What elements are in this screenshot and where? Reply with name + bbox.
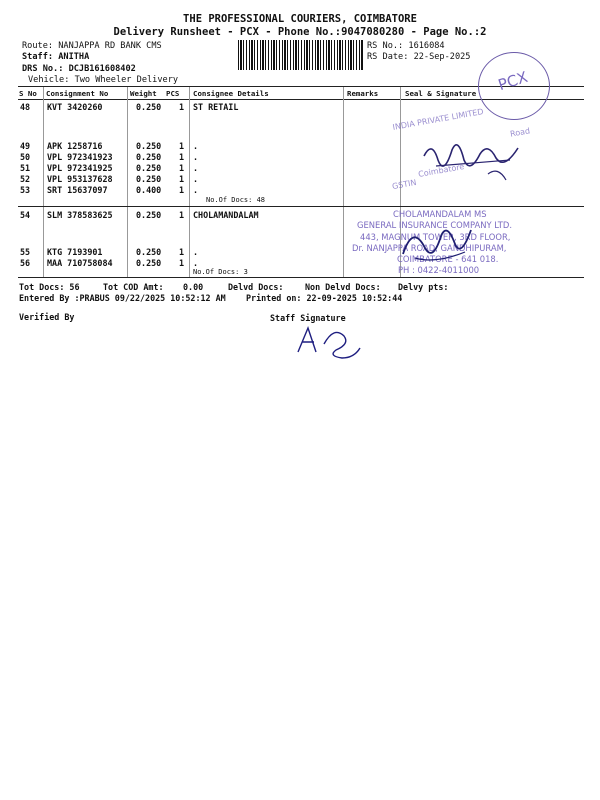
group-rule xyxy=(18,206,584,207)
row-consignee: . xyxy=(193,163,199,173)
row-pcs: 1 xyxy=(179,141,185,151)
chola-stamp-line1: CHOLAMANDALAM MS xyxy=(393,209,487,219)
row-sno: 56 xyxy=(20,258,31,268)
chola-stamp-line2: GENERAL INSURANCE COMPANY LTD. xyxy=(357,220,513,230)
row-consignment: VPL 972341925 xyxy=(47,163,113,173)
row-pcs: 1 xyxy=(179,152,185,162)
row-sno: 49 xyxy=(20,141,31,151)
row-consignment: KTG 7193901 xyxy=(47,247,103,257)
row-pcs: 1 xyxy=(179,102,185,112)
col-rule xyxy=(343,87,344,277)
row-consignee: . xyxy=(193,152,199,162)
row-consignment: KVT 3420260 xyxy=(47,102,103,112)
col-weight: Weight xyxy=(130,89,157,98)
row-pcs: 1 xyxy=(179,210,185,220)
col-consignment: Consignment No xyxy=(46,89,109,98)
col-consignee: Consignee Details xyxy=(193,89,269,98)
row-weight: 0.250 xyxy=(136,174,162,184)
row-weight: 0.400 xyxy=(136,185,162,195)
entered-by: Entered By :PRABUS 09/22/2025 10:52:12 AM xyxy=(19,293,226,303)
company-stamp-line1: INDIA PRIVATE LIMITED xyxy=(391,107,485,132)
company-stamp-line4: GSTIN xyxy=(391,177,418,192)
col-pcs: PCS xyxy=(166,89,180,98)
row-weight: 0.250 xyxy=(136,102,162,112)
delivery-signature-lower xyxy=(395,214,485,270)
row-consignee: . xyxy=(193,185,199,195)
row-weight: 0.250 xyxy=(136,141,162,151)
row-consignment: MAA 710758084 xyxy=(47,258,113,268)
row-consignment: SRT 15637097 xyxy=(47,185,108,195)
rs-date: RS Date: 22-Sep-2025 xyxy=(367,52,471,62)
row-sno: 51 xyxy=(20,163,31,173)
verified-by: Verified By xyxy=(19,312,75,322)
row-weight: 0.250 xyxy=(136,163,162,173)
row-sno: 53 xyxy=(20,185,31,195)
row-consignee: . xyxy=(193,247,199,257)
row-sno: 48 xyxy=(20,102,31,112)
row-weight: 0.250 xyxy=(136,247,162,257)
chola-stamp-line4: Dr. NANJAPPA ROAD, GANDHIPURAM, xyxy=(352,243,507,253)
total-docs: Tot Docs: 56 xyxy=(19,282,80,292)
delivered-docs: Delvd Docs: xyxy=(228,282,284,292)
row-weight: 0.250 xyxy=(136,152,162,162)
row-sno: 55 xyxy=(20,247,31,257)
total-cod-value: 0.00 xyxy=(183,282,204,292)
col-rule xyxy=(127,87,128,277)
col-sno: S No xyxy=(19,89,37,98)
row-sno: 54 xyxy=(20,210,31,220)
row-sno: 52 xyxy=(20,174,31,184)
chola-stamp-line5: COIMBATORE - 641 018. xyxy=(397,254,499,264)
document-title: THE PROFESSIONAL COURIERS, COIMBATORE xyxy=(183,13,417,25)
row-pcs: 1 xyxy=(179,185,185,195)
group-doc-count: No.Of Docs: 3 xyxy=(193,268,248,276)
non-delivered-docs: Non Delvd Docs: xyxy=(305,282,381,292)
row-consignee: CHOLAMANDALAM xyxy=(193,210,259,220)
delivery-signature-upper xyxy=(418,130,528,190)
barcode xyxy=(238,40,364,70)
col-rule xyxy=(43,87,44,277)
document-subtitle: Delivery Runsheet - PCX - Phone No.:9047080280 - Page No.:2 xyxy=(113,26,487,38)
drs-number: DRS No.: DCJB161608402 xyxy=(22,64,136,74)
vehicle-label: Vehicle: Two Wheeler Delivery xyxy=(28,75,179,85)
staff-label: Staff: ANITHA xyxy=(22,52,90,62)
rs-number: RS No.: 1616084 xyxy=(367,41,445,51)
group-doc-count: No.Of Docs: 48 xyxy=(206,196,266,204)
row-weight: 0.250 xyxy=(136,258,162,268)
route-label: Route: NANJAPPA RD BANK CMS xyxy=(22,41,162,51)
row-consignment: VPL 953137628 xyxy=(47,174,113,184)
row-consignee: . xyxy=(193,174,199,184)
printed-on: Printed on: 22-09-2025 10:52:44 xyxy=(246,293,403,303)
company-stamp-line2: Road xyxy=(509,126,531,139)
row-pcs: 1 xyxy=(179,247,185,257)
total-cod-label: Tot COD Amt: xyxy=(103,282,164,292)
row-pcs: 1 xyxy=(179,258,185,268)
row-consignment: VPL 972341923 xyxy=(47,152,113,162)
chola-stamp-line3: 443, MAGNUM TOWER, 3RD FLOOR, xyxy=(360,232,511,242)
row-consignee: . xyxy=(193,141,199,151)
delivery-points: Delvy pts: xyxy=(398,282,449,292)
row-consignment: SLM 378583625 xyxy=(47,210,113,220)
row-pcs: 1 xyxy=(179,163,185,173)
table-bottom-rule xyxy=(18,277,584,278)
pcx-stamp-text: PCX xyxy=(495,67,530,95)
staff-signature-label: Staff Signature xyxy=(270,313,346,323)
company-stamp-line3: Coimbatore xyxy=(417,162,465,179)
staff-signature xyxy=(294,322,364,362)
row-consignment: APK 1258716 xyxy=(47,141,103,151)
chola-stamp-line6: PH : 0422-4011000 xyxy=(398,265,480,275)
row-pcs: 1 xyxy=(179,174,185,184)
row-consignee: . xyxy=(193,258,199,268)
row-weight: 0.250 xyxy=(136,210,162,220)
col-remarks: Remarks xyxy=(347,89,379,98)
row-sno: 50 xyxy=(20,152,31,162)
row-consignee: ST RETAIL xyxy=(193,102,239,112)
col-rule xyxy=(189,87,190,277)
col-seal: Seal & Signature xyxy=(405,89,477,98)
